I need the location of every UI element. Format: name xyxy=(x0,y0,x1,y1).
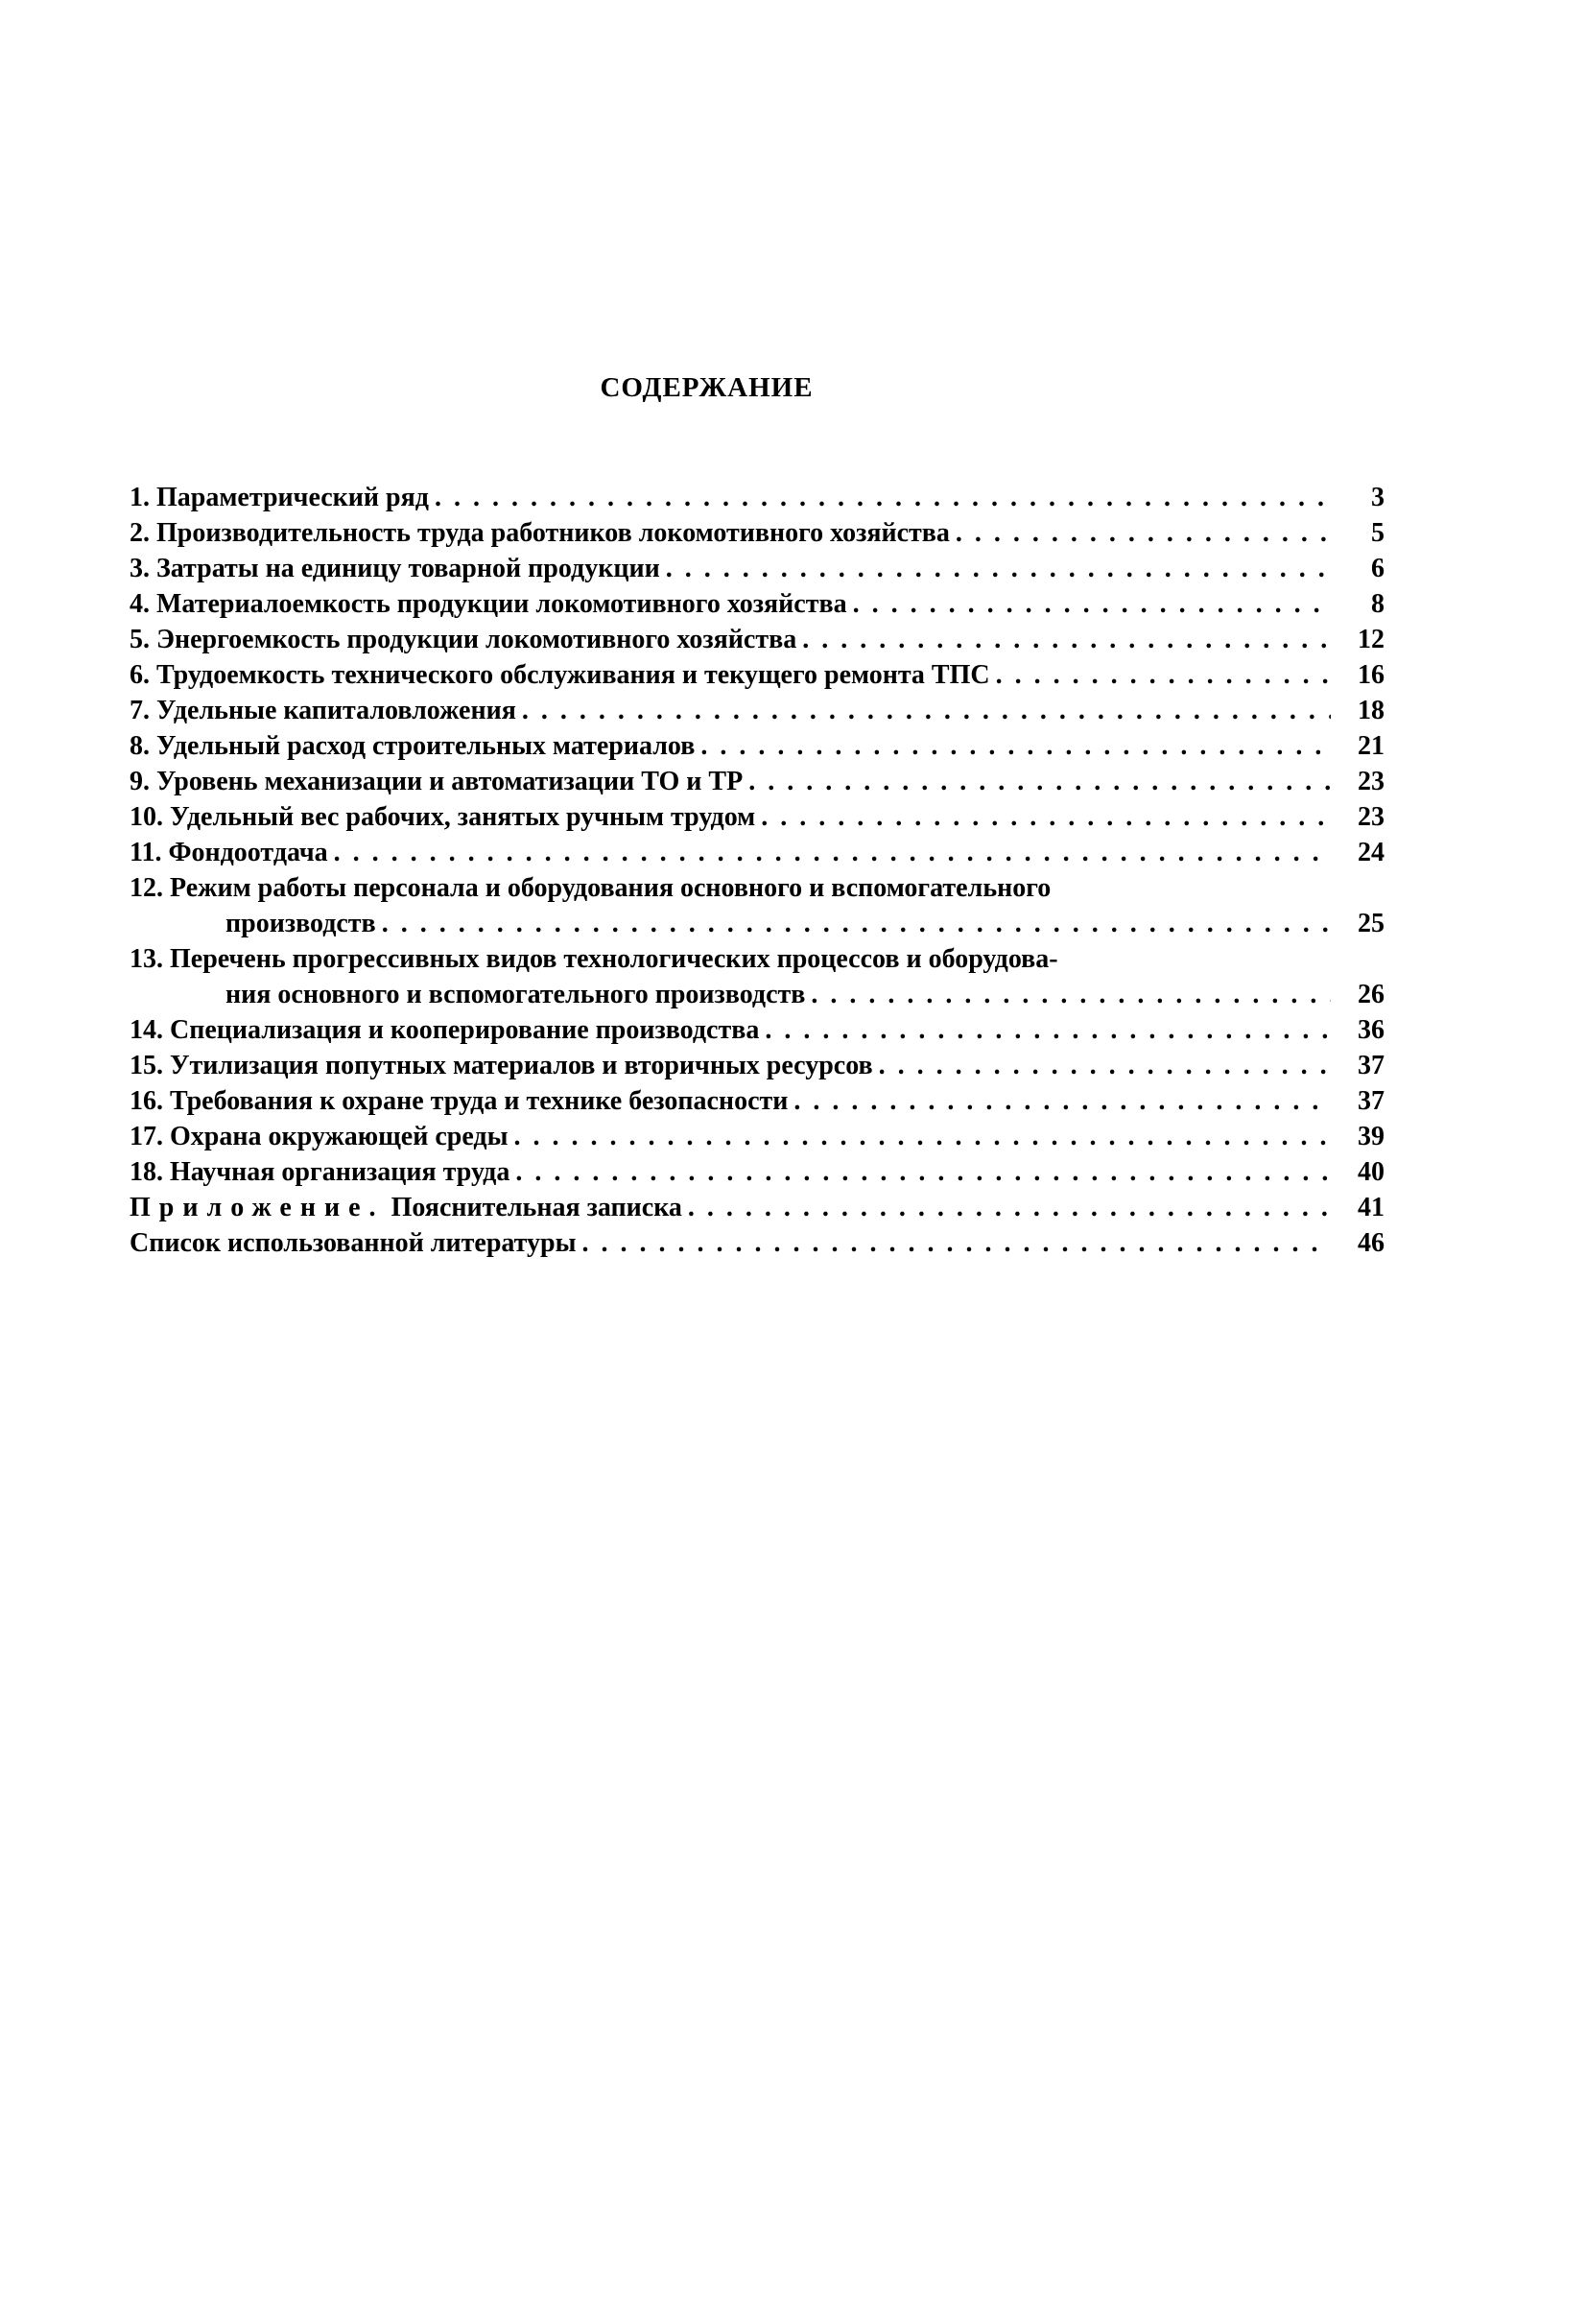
toc-entry-text: 5. Энергоемкость продукции локомотивного хозяйства xyxy=(130,625,797,654)
toc-entry-text: 3. Затраты на единицу товарной продукции xyxy=(130,554,660,583)
toc-entry-page: 8 xyxy=(1371,589,1385,619)
toc-entry[interactable] xyxy=(130,515,1386,551)
dot-leader xyxy=(382,906,1331,941)
toc-entry[interactable] xyxy=(130,1225,1386,1261)
toc-entry-page: 46 xyxy=(1358,1228,1385,1258)
toc-entry-page: 40 xyxy=(1358,1157,1385,1187)
appendix-label: Приложение. xyxy=(130,1193,385,1222)
toc-entry-text: 11. Фондоотдача xyxy=(130,838,328,867)
appendix-title: Пояснительная записка xyxy=(391,1193,682,1222)
toc-entry[interactable] xyxy=(130,728,1386,764)
toc-entry-text: 16. Требования к охране труда и технике безопасности xyxy=(130,1086,789,1116)
dot-leader xyxy=(515,1154,1331,1190)
dot-leader xyxy=(700,728,1331,764)
dot-leader xyxy=(996,657,1331,693)
toc-entry[interactable] xyxy=(130,941,1386,1012)
toc-entry-text: Список использованной литературы xyxy=(130,1228,577,1258)
dot-leader xyxy=(811,977,1331,1012)
toc-entry-page: 12 xyxy=(1358,625,1385,654)
toc-entry-text: 4. Материалоемкость продукции локомотивного хозяйства xyxy=(130,589,847,619)
page-title: СОДЕРЖАНИЕ xyxy=(600,372,814,403)
toc-entry-text-line1: 12. Режим работы персонала и оборудования основного и вспомогательного xyxy=(130,873,1052,903)
toc-entry-text: 10. Удельный вес рабочих, занятых ручным трудом xyxy=(130,802,756,832)
toc-entry-text: 8. Удельный расход строительных материалов xyxy=(130,731,696,761)
toc-entry-text-line2: производств xyxy=(225,909,376,938)
dot-leader xyxy=(435,480,1331,515)
dot-leader xyxy=(879,1048,1331,1083)
toc-entry[interactable] xyxy=(130,764,1386,799)
toc-entry-page: 6 xyxy=(1371,554,1385,583)
toc-entry-page: 16 xyxy=(1358,660,1385,690)
toc-entry-page: 36 xyxy=(1358,1015,1385,1045)
dot-leader xyxy=(688,1190,1331,1225)
toc-entry-page: 24 xyxy=(1358,838,1385,867)
toc-entry-page: 41 xyxy=(1358,1193,1385,1222)
toc-entry-text: 1. Параметрический ряд xyxy=(130,483,429,512)
toc-entry[interactable] xyxy=(130,1048,1386,1083)
toc-entry-page: 25 xyxy=(1358,909,1385,938)
dot-leader xyxy=(956,515,1331,551)
toc-entry[interactable] xyxy=(130,1012,1386,1048)
toc-entry-text: 9. Уровень механизации и автоматизации ТО и ТР xyxy=(130,767,744,796)
toc-entry[interactable] xyxy=(130,799,1386,835)
dot-leader xyxy=(802,622,1331,657)
toc-entry[interactable] xyxy=(130,1119,1386,1154)
toc-entry[interactable] xyxy=(130,1154,1386,1190)
toc-entry-page: 21 xyxy=(1358,731,1385,761)
toc-entry-page: 26 xyxy=(1358,980,1385,1009)
toc-entry-page: 5 xyxy=(1371,518,1385,548)
toc-entry[interactable] xyxy=(130,835,1386,870)
toc-entry[interactable] xyxy=(130,622,1386,657)
toc-entry-page: 39 xyxy=(1358,1122,1385,1151)
toc-entry-text: 14. Специализация и кооперирование производства xyxy=(130,1015,760,1045)
toc-entry-page: 18 xyxy=(1358,696,1385,725)
dot-leader xyxy=(853,586,1331,622)
dot-leader xyxy=(748,764,1331,799)
toc-entry-text: 7. Удельные капиталовложения xyxy=(130,696,516,725)
toc-entry-page: 3 xyxy=(1371,483,1385,512)
dot-leader xyxy=(765,1012,1331,1048)
dot-leader xyxy=(522,693,1331,728)
toc-entry-text: 15. Утилизация попутных материалов и вторичных ресурсов xyxy=(130,1051,873,1080)
toc-entry-page: 23 xyxy=(1358,767,1385,796)
dot-leader xyxy=(513,1119,1331,1154)
toc-entry-page: 37 xyxy=(1358,1086,1385,1116)
toc-entry-text: 2. Производительность труда работников локомотивного хозяйства xyxy=(130,518,950,548)
dot-leader xyxy=(666,551,1331,586)
toc-entry[interactable] xyxy=(130,693,1386,728)
toc-entry-page: 23 xyxy=(1358,802,1385,832)
dot-leader xyxy=(761,799,1331,835)
table-of-contents xyxy=(130,480,1386,1261)
toc-entry[interactable] xyxy=(130,551,1386,586)
toc-entry[interactable] xyxy=(130,480,1386,515)
toc-entry-text: 18. Научная организация труда xyxy=(130,1157,510,1187)
dot-leader xyxy=(334,835,1331,870)
toc-entry[interactable] xyxy=(130,1083,1386,1119)
dot-leader xyxy=(793,1083,1331,1119)
toc-entry-text: 6. Трудоемкость технического обслуживания и текущего ремонта ТПС xyxy=(130,660,990,690)
toc-entry[interactable] xyxy=(130,870,1386,941)
toc-entry-text-line2: ния основного и вспомогательного производств xyxy=(225,980,806,1009)
toc-entry-text-line1: 13. Перечень прогрессивных видов технологических процессов и оборудова- xyxy=(130,944,1058,974)
toc-entry[interactable] xyxy=(130,1190,1386,1225)
dot-leader xyxy=(582,1225,1332,1261)
toc-entry[interactable] xyxy=(130,657,1386,693)
toc-entry-text: 17. Охрана окружающей среды xyxy=(130,1122,509,1151)
toc-entry[interactable] xyxy=(130,586,1386,622)
toc-entry-page: 37 xyxy=(1358,1051,1385,1080)
toc-entry-text xyxy=(130,1190,682,1225)
